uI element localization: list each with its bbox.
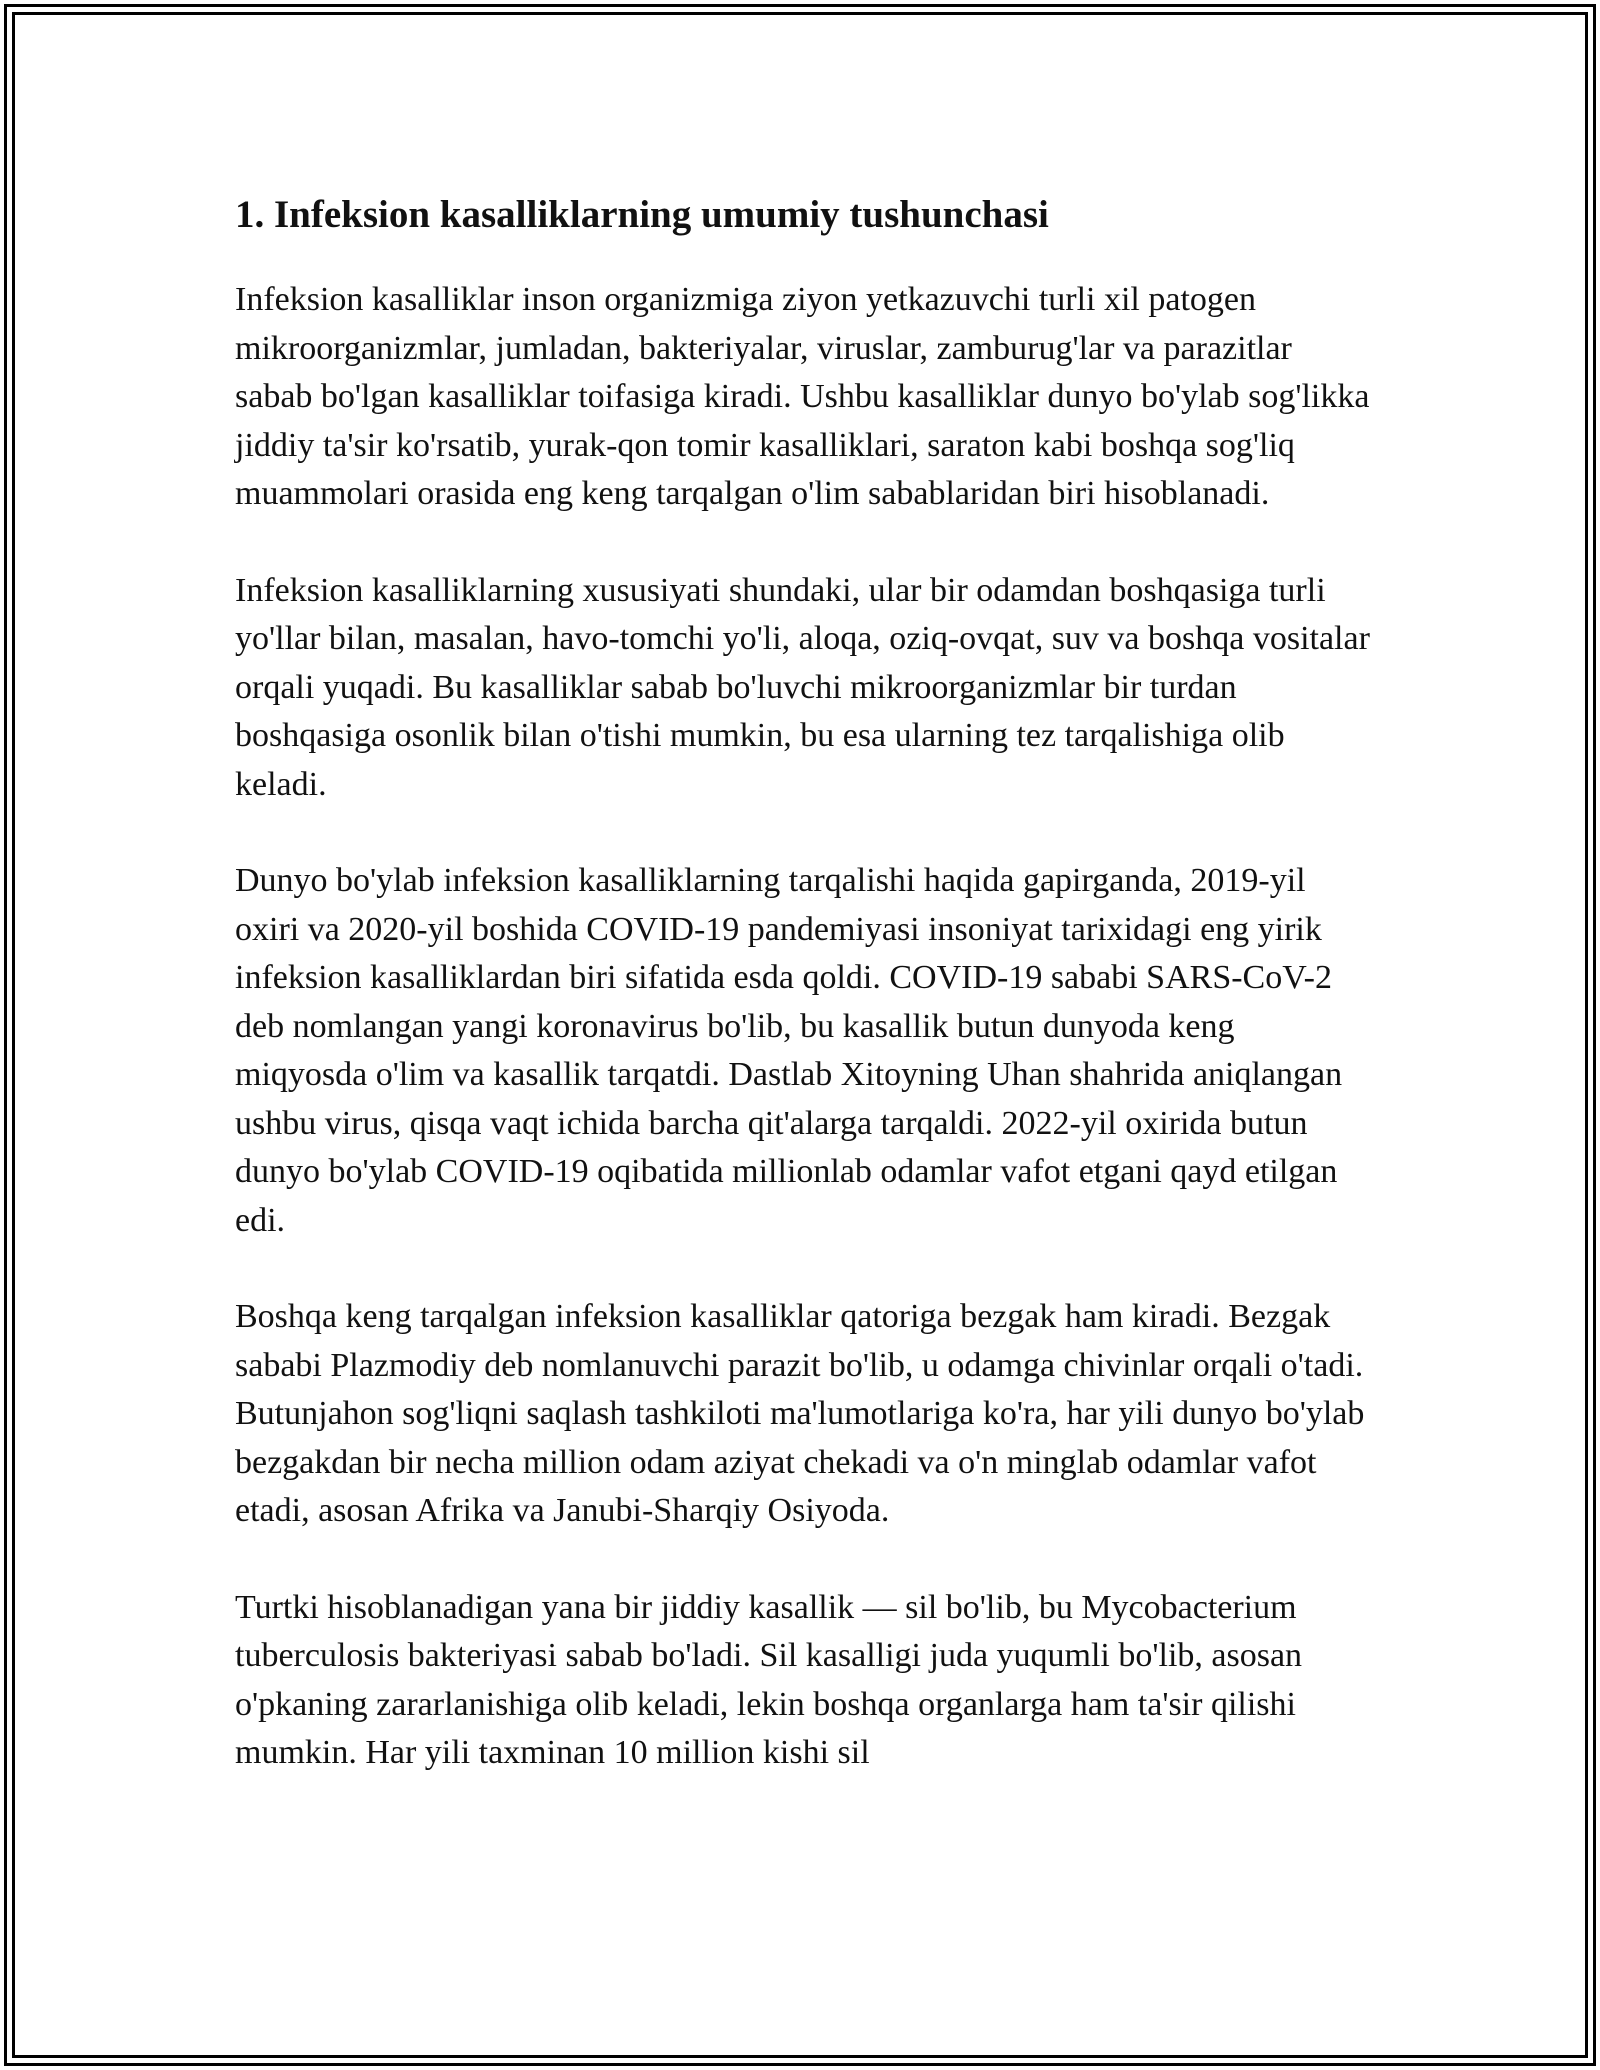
paragraph-1: Infeksion kasalliklar inson organizmiga ziyon yetkazuvchi turli xil patogen mikroorganizmlar, jumladan, bakteriyalar, viruslar, zamburug'lar va parazitlar sabab bo'lgan kasalliklar toifasiga kiradi. Ushbu kasalliklar dunyo bo'ylab sog'likka jiddiy ta'sir ko'rsatib, yurak-qon tomir kasalliklari, saraton kabi boshqa sog'liq muammolari orasida eng keng tarqalgan o'lim sabablaridan biri hisoblanadi.: [235, 281, 1370, 512]
paragraph-3: Dunyo bo'ylab infeksion kasalliklarning tarqalishi haqida gapirganda, 2019-yil oxiri va 2020-yil boshida COVID-19 pandemiyasi insoniyat tarixidagi eng yirik infeksion kasalliklardan biri sifatida esda qoldi. COVID-19 sababi SARS-CoV-2 deb nomlangan yangi koronavirus bo'lib, bu kasallik butun dunyoda keng miqyosda o'lim va kasallik tarqatdi. Dastlab Xitoyning Uhan shahrida aniqlangan ushbu virus, qisqa vaqt ichida barcha qit'alarga tarqaldi. 2022-yil oxirida butun dunyo bo'ylab COVID-19 oqibatida millionlab odamlar vafot etgani qayd etilgan edi.: [235, 862, 1343, 1239]
paragraph-5: Turtki hisoblanadigan yana bir jiddiy kasallik — sil bo'lib, bu Mycobacterium tuberculosis bakteriyasi sabab bo'ladi. Sil kasalligi juda yuqumli bo'lib, asosan o'pkaning zararlanishiga olib keladi, lekin boshqa organlarga ham ta'sir qilishi mumkin. Har yili taxminan 10 million kishi sil: [235, 1588, 1303, 1771]
section-heading: 1. Infeksion kasalliklarning umumiy tushunchasi: [235, 193, 1049, 236]
paragraph-2: Infeksion kasalliklarning xususiyati shundaki, ular bir odamdan boshqasiga turli yo'llar bilan, masalan, havo-tomchi yo'li, aloqa, oziq-ovqat, suv va boshqa vositalar orqali yuqadi. Bu kasalliklar sabab bo'luvchi mikroorganizmlar bir turdan boshqasiga osonlik bilan o'tishi mumkin, bu esa ularning tez tarqalishiga olib keladi.: [235, 571, 1370, 803]
paragraph-4: Boshqa keng tarqalgan infeksion kasalliklar qatoriga bezgak ham kiradi. Bezgak sababi Plazmodiy deb nomlanuvchi parazit bo'lib, u odamga chivinlar orqali o'tadi. Butunjahon sog'liqni saqlash tashkiloti ma'lumotlariga ko'ra, har yili dunyo bo'ylab bezgakdan bir necha million odam aziyat chekadi va o'n minglab odamlar vafot etadi, asosan Afrika va Janubi-Sharqiy Osiyoda.: [235, 1298, 1365, 1529]
document-body: [235, 188, 1370, 1826]
